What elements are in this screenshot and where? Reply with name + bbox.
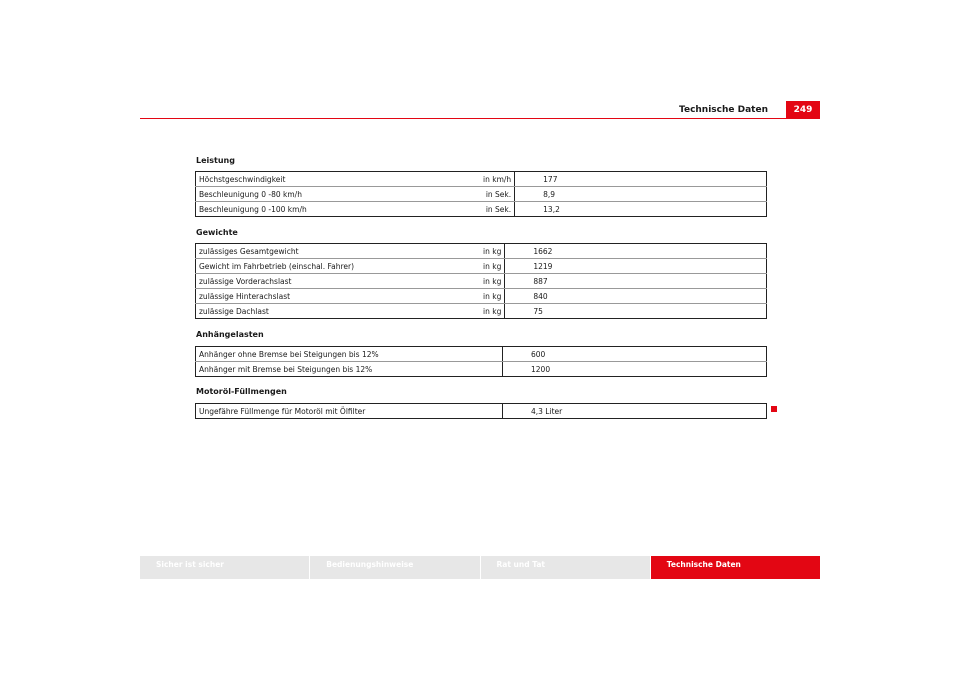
page-number: 249 [786,101,820,118]
section-title-leistung: Leistung [196,156,235,165]
row-value: 13,2 [543,204,560,214]
table-anhaengelasten [195,346,767,377]
footer-tab-rat-und-tat[interactable]: Rat und Tat [481,556,650,579]
row-unit: in kg [480,244,505,259]
section-title-anhaengelasten: Anhängelasten [196,330,264,339]
table-row [196,274,767,289]
table-row [196,347,767,362]
row-unit: in kg [480,304,505,319]
row-unit: in kg [480,259,505,274]
row-unit: in kg [480,274,505,289]
table-gewichte [195,243,767,319]
section-title-gewichte: Gewichte [196,228,238,237]
row-value: 8,9 [515,187,767,202]
row-label: zulässige Vorderachslast [196,274,481,289]
footer-nav [140,556,820,579]
row-label: Gewicht im Fahrbetrieb (einschal. Fahrer) [196,259,481,274]
page-header-title: Technische Daten [679,105,768,115]
row-unit: in Sek. [480,187,515,202]
footer-tab-bedienungshinweise[interactable]: Bedienungshinweise [310,556,479,579]
row-value: 75 [533,306,543,316]
table-row [196,202,767,217]
row-unit: in Sek. [480,202,515,217]
row-value: 600 [503,347,767,362]
row-value: 1219 [505,259,767,274]
row-label: zulässiges Gesamtgewicht [196,244,481,259]
table-row [196,172,767,187]
table-row [196,244,767,259]
row-label: Beschleunigung 0 -100 km/h [199,204,307,214]
table-row [196,404,767,419]
footer-tab-sicher-ist-sicher[interactable]: Sicher ist sicher [140,556,309,579]
row-label: Höchstgeschwindigkeit [196,172,481,187]
table-row [196,259,767,274]
row-value: 887 [505,274,767,289]
row-value: 840 [505,289,767,304]
section-title-motoroel: Motoröl-Füllmengen [196,387,287,396]
section-end-marker [771,406,777,412]
row-label: Beschleunigung 0 -80 km/h [196,187,481,202]
row-value: 1200 [531,364,551,374]
row-label: Anhänger ohne Bremse bei Steigungen bis 12% [196,347,503,362]
row-value: 4,3 Liter [531,406,563,416]
row-label: Ungefähre Füllmenge für Motoröl mit Ölfilter [196,404,503,419]
header-divider [140,118,820,119]
row-label: Anhänger mit Bremse bei Steigungen bis 12% [196,362,503,377]
row-unit: in km/h [480,172,515,187]
table-row [196,289,767,304]
row-unit: in kg [480,289,505,304]
row-value: 1662 [505,244,767,259]
row-value: 177 [515,172,767,187]
table-row [196,304,767,319]
table-leistung [195,171,767,217]
row-label: zulässige Hinterachslast [196,289,481,304]
table-row [196,187,767,202]
table-motoroel [195,403,767,419]
table-row [196,362,767,377]
footer-tab-technische-daten[interactable]: Technische Daten [651,556,820,579]
row-label: zulässige Dachlast [199,306,269,316]
